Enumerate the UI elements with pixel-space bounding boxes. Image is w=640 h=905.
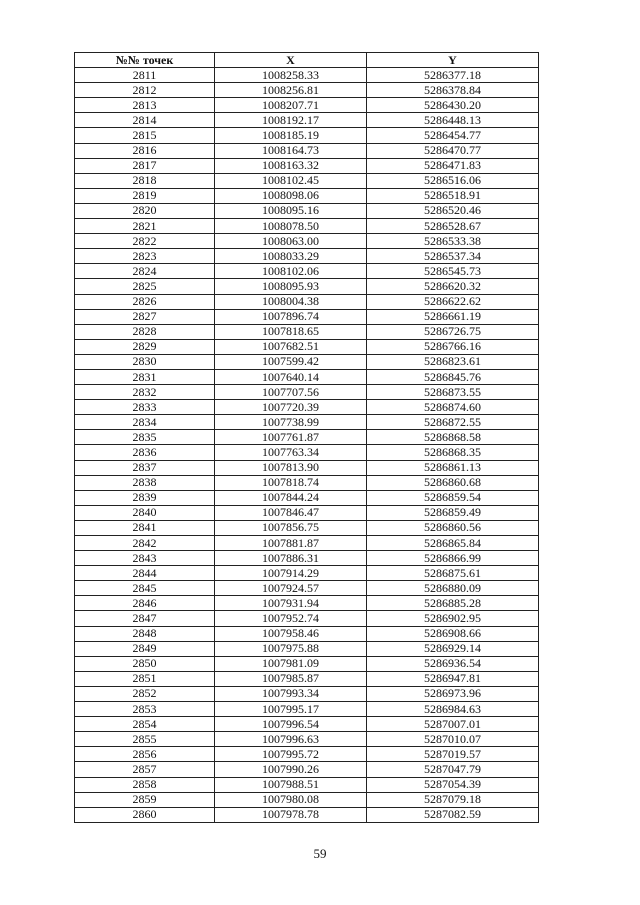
table-row (75, 536, 539, 551)
cell-point-number: 2817 (75, 158, 215, 173)
cell-x: 1007813.90 (215, 460, 367, 475)
cell-y: 5286845.76 (367, 369, 539, 384)
cell-point-number: 2813 (75, 98, 215, 113)
table-row (75, 581, 539, 596)
cell-y: 5286620.32 (367, 279, 539, 294)
table-row (75, 520, 539, 535)
table-row (75, 596, 539, 611)
cell-x: 1007720.39 (215, 400, 367, 415)
cell-point-number: 2811 (75, 68, 215, 83)
header-x: X (215, 53, 367, 68)
cell-y: 5286622.62 (367, 294, 539, 309)
cell-point-number: 2843 (75, 551, 215, 566)
cell-point-number: 2812 (75, 83, 215, 98)
table-row (75, 354, 539, 369)
cell-y: 5287010.07 (367, 732, 539, 747)
header-row (75, 53, 539, 68)
cell-point-number: 2819 (75, 188, 215, 203)
table-row (75, 173, 539, 188)
cell-y: 5286875.61 (367, 566, 539, 581)
cell-x: 1008004.38 (215, 294, 367, 309)
header-y: Y (367, 53, 539, 68)
cell-x: 1008095.93 (215, 279, 367, 294)
table-row (75, 203, 539, 218)
cell-point-number: 2831 (75, 369, 215, 384)
page-number: 59 (313, 846, 327, 861)
cell-point-number: 2835 (75, 430, 215, 445)
table-row (75, 505, 539, 520)
table-header (75, 53, 539, 68)
cell-x: 1007738.99 (215, 415, 367, 430)
cell-x: 1007958.46 (215, 626, 367, 641)
cell-y: 5286545.73 (367, 264, 539, 279)
table-row (75, 309, 539, 324)
cell-point-number: 2858 (75, 777, 215, 792)
table-row (75, 279, 539, 294)
cell-x: 1008095.16 (215, 203, 367, 218)
cell-x: 1007682.51 (215, 339, 367, 354)
cell-y: 5286454.77 (367, 128, 539, 143)
table-row (75, 626, 539, 641)
cell-y: 5286471.83 (367, 158, 539, 173)
table-row (75, 762, 539, 777)
cell-x: 1007761.87 (215, 430, 367, 445)
cell-x: 1008207.71 (215, 98, 367, 113)
table-row (75, 294, 539, 309)
cell-y: 5286947.81 (367, 671, 539, 686)
cell-x: 1008192.17 (215, 113, 367, 128)
cell-point-number: 2857 (75, 762, 215, 777)
cell-point-number: 2841 (75, 520, 215, 535)
table-row (75, 671, 539, 686)
cell-point-number: 2820 (75, 203, 215, 218)
cell-x: 1008163.32 (215, 158, 367, 173)
cell-point-number: 2826 (75, 294, 215, 309)
table-row (75, 113, 539, 128)
cell-y: 5286868.58 (367, 430, 539, 445)
cell-x: 1008258.33 (215, 68, 367, 83)
cell-point-number: 2860 (75, 807, 215, 822)
table-row (75, 717, 539, 732)
cell-x: 1007881.87 (215, 536, 367, 551)
cell-x: 1007640.14 (215, 369, 367, 384)
cell-y: 5286766.16 (367, 339, 539, 354)
table-row (75, 68, 539, 83)
cell-point-number: 2844 (75, 566, 215, 581)
cell-point-number: 2848 (75, 626, 215, 641)
cell-x: 1007981.09 (215, 656, 367, 671)
cell-point-number: 2836 (75, 445, 215, 460)
table-row (75, 188, 539, 203)
cell-point-number: 2814 (75, 113, 215, 128)
cell-y: 5286860.56 (367, 520, 539, 535)
table-row (75, 490, 539, 505)
table-row (75, 249, 539, 264)
cell-y: 5286378.84 (367, 83, 539, 98)
header-point-number: №№ точек (75, 53, 215, 68)
table-row (75, 98, 539, 113)
cell-point-number: 2828 (75, 324, 215, 339)
cell-x: 1007599.42 (215, 354, 367, 369)
cell-point-number: 2842 (75, 536, 215, 551)
table-row (75, 415, 539, 430)
cell-y: 5287047.79 (367, 762, 539, 777)
table-row (75, 551, 539, 566)
cell-point-number: 2839 (75, 490, 215, 505)
cell-point-number: 2846 (75, 596, 215, 611)
cell-y: 5286868.35 (367, 445, 539, 460)
cell-point-number: 2825 (75, 279, 215, 294)
table-row (75, 686, 539, 701)
table-row (75, 158, 539, 173)
cell-x: 1007818.74 (215, 475, 367, 490)
cell-x: 1007995.72 (215, 747, 367, 762)
cell-y: 5286516.06 (367, 173, 539, 188)
table-row (75, 702, 539, 717)
table-row (75, 234, 539, 249)
table-row (75, 747, 539, 762)
cell-point-number: 2818 (75, 173, 215, 188)
cell-point-number: 2837 (75, 460, 215, 475)
table-row (75, 339, 539, 354)
cell-y: 5286865.84 (367, 536, 539, 551)
cell-y: 5286936.54 (367, 656, 539, 671)
cell-y: 5286470.77 (367, 143, 539, 158)
cell-y: 5286872.55 (367, 415, 539, 430)
table-row (75, 641, 539, 656)
table-row (75, 566, 539, 581)
table-row (75, 264, 539, 279)
cell-y: 5286661.19 (367, 309, 539, 324)
cell-x: 1007707.56 (215, 385, 367, 400)
cell-y: 5286880.09 (367, 581, 539, 596)
cell-y: 5287054.39 (367, 777, 539, 792)
cell-y: 5286430.20 (367, 98, 539, 113)
table-row (75, 369, 539, 384)
cell-point-number: 2833 (75, 400, 215, 415)
cell-point-number: 2853 (75, 702, 215, 717)
table-row (75, 445, 539, 460)
table-row (75, 324, 539, 339)
cell-y: 5286885.28 (367, 596, 539, 611)
cell-x: 1008164.73 (215, 143, 367, 158)
cell-point-number: 2859 (75, 792, 215, 807)
cell-x: 1007990.26 (215, 762, 367, 777)
cell-x: 1008102.45 (215, 173, 367, 188)
cell-point-number: 2847 (75, 611, 215, 626)
cell-x: 1008063.00 (215, 234, 367, 249)
cell-point-number: 2829 (75, 339, 215, 354)
cell-y: 5287007.01 (367, 717, 539, 732)
cell-x: 1008185.19 (215, 128, 367, 143)
table-row (75, 611, 539, 626)
cell-x: 1008102.06 (215, 264, 367, 279)
cell-y: 5286874.60 (367, 400, 539, 415)
cell-point-number: 2838 (75, 475, 215, 490)
cell-x: 1007993.34 (215, 686, 367, 701)
cell-point-number: 2856 (75, 747, 215, 762)
cell-point-number: 2849 (75, 641, 215, 656)
cell-x: 1008078.50 (215, 219, 367, 234)
cell-y: 5286533.38 (367, 234, 539, 249)
cell-point-number: 2824 (75, 264, 215, 279)
table-row (75, 143, 539, 158)
cell-y: 5286377.18 (367, 68, 539, 83)
cell-point-number: 2816 (75, 143, 215, 158)
table-body (75, 68, 539, 823)
table-row (75, 475, 539, 490)
cell-y: 5286859.54 (367, 490, 539, 505)
cell-point-number: 2854 (75, 717, 215, 732)
cell-x: 1007763.34 (215, 445, 367, 460)
cell-x: 1007896.74 (215, 309, 367, 324)
cell-y: 5286518.91 (367, 188, 539, 203)
cell-y: 5286520.46 (367, 203, 539, 218)
cell-point-number: 2852 (75, 686, 215, 701)
coordinates-table (74, 52, 539, 823)
cell-y: 5286537.34 (367, 249, 539, 264)
cell-x: 1008256.81 (215, 83, 367, 98)
cell-y: 5286873.55 (367, 385, 539, 400)
cell-x: 1007978.78 (215, 807, 367, 822)
table-row (75, 128, 539, 143)
cell-x: 1007931.94 (215, 596, 367, 611)
cell-y: 5286929.14 (367, 641, 539, 656)
table-row (75, 219, 539, 234)
cell-y: 5286861.13 (367, 460, 539, 475)
cell-x: 1007818.65 (215, 324, 367, 339)
table-row (75, 385, 539, 400)
cell-y: 5286859.49 (367, 505, 539, 520)
cell-x: 1008098.06 (215, 188, 367, 203)
cell-point-number: 2855 (75, 732, 215, 747)
table-row (75, 83, 539, 98)
cell-x: 1007985.87 (215, 671, 367, 686)
cell-y: 5287019.57 (367, 747, 539, 762)
cell-point-number: 2834 (75, 415, 215, 430)
cell-y: 5286860.68 (367, 475, 539, 490)
cell-point-number: 2830 (75, 354, 215, 369)
cell-point-number: 2840 (75, 505, 215, 520)
cell-x: 1007952.74 (215, 611, 367, 626)
cell-y: 5286823.61 (367, 354, 539, 369)
cell-y: 5286908.66 (367, 626, 539, 641)
cell-point-number: 2822 (75, 234, 215, 249)
cell-x: 1007975.88 (215, 641, 367, 656)
cell-y: 5287079.18 (367, 792, 539, 807)
cell-point-number: 2815 (75, 128, 215, 143)
cell-x: 1007856.75 (215, 520, 367, 535)
cell-y: 5286866.99 (367, 551, 539, 566)
cell-x: 1007846.47 (215, 505, 367, 520)
cell-point-number: 2845 (75, 581, 215, 596)
table-row (75, 732, 539, 747)
cell-x: 1007995.17 (215, 702, 367, 717)
table-row (75, 777, 539, 792)
cell-y: 5287082.59 (367, 807, 539, 822)
cell-y: 5286984.63 (367, 702, 539, 717)
cell-point-number: 2827 (75, 309, 215, 324)
cell-y: 5286902.95 (367, 611, 539, 626)
table-row (75, 792, 539, 807)
cell-y: 5286726.75 (367, 324, 539, 339)
table-row (75, 430, 539, 445)
cell-x: 1008033.29 (215, 249, 367, 264)
cell-x: 1007886.31 (215, 551, 367, 566)
table-row (75, 400, 539, 415)
cell-x: 1007914.29 (215, 566, 367, 581)
table-row (75, 460, 539, 475)
cell-x: 1007988.51 (215, 777, 367, 792)
cell-x: 1007996.54 (215, 717, 367, 732)
cell-x: 1007924.57 (215, 581, 367, 596)
cell-y: 5286528.67 (367, 219, 539, 234)
cell-point-number: 2823 (75, 249, 215, 264)
table-row (75, 656, 539, 671)
table-row (75, 807, 539, 822)
cell-point-number: 2850 (75, 656, 215, 671)
cell-x: 1007844.24 (215, 490, 367, 505)
cell-y: 5286973.96 (367, 686, 539, 701)
cell-x: 1007996.63 (215, 732, 367, 747)
cell-point-number: 2821 (75, 219, 215, 234)
cell-y: 5286448.13 (367, 113, 539, 128)
cell-point-number: 2832 (75, 385, 215, 400)
cell-point-number: 2851 (75, 671, 215, 686)
cell-x: 1007980.08 (215, 792, 367, 807)
